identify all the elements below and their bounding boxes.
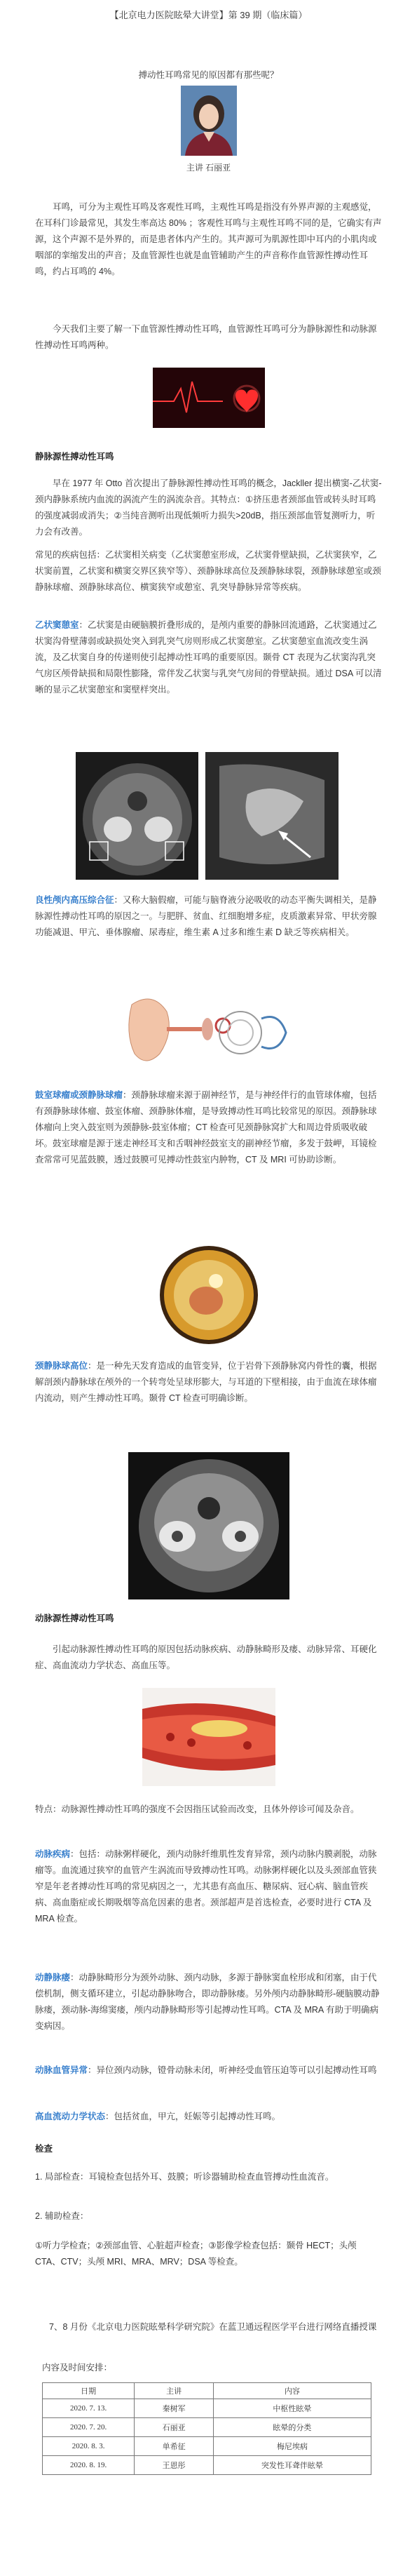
schedule-content: 梅尼埃病 [213,2437,371,2456]
exam-auxiliary: 2. 辅助检查： [35,2211,89,2221]
arterial-heading: 动脉源性搏动性耳鸣 [35,1614,114,1623]
arterial-paragraph-1: 引起动脉源性搏动性耳鸣的原因包括动脉疾病、动静脉畸形及瘘、动脉异常、耳硬化症、高血流动力学状态、高血压等。 [35,1644,377,1670]
hyperdynamic-label: 高血流动力学状态 [35,2112,106,2121]
arterial-abnormality-paragraph [35,2062,382,2079]
arterial-disease-label: 动脉疾病 [35,1849,71,1859]
table-row [43,2437,371,2456]
hyperdynamic-paragraph [35,2109,382,2125]
schedule-header-row [43,2383,371,2399]
venous-paragraph-1: 早在 1977 年 Otto 首次提出了静脉源性搏动性耳鸣的概念，Jackller 提出横窦-乙状窦-颈内静脉系统内血流的涡流产生的涡流杂音。其特点：①挤压患者颈部血管或转头时耳鸣的强度减弱或消失；②当纯音测听出现低频听力损失>20dB，指压颈部血管复测听力，听力会有改善。 [35,478,382,537]
ih-text: ：又称大脑假瘤，可能与脑脊液分泌吸收的动态平衡失调相关，是静脉源性搏动性耳鸣的原因之一。与肥胖、贫血、红细胞增多症，皮质激素异常、甲状旁腺功能减退、甲亢、垂体腺瘤、尿毒症，维生素 A 过多和维生素 D 缺乏等疾病相关。 [35,895,377,937]
schedule-title: 内容及时间安排： [42,2363,113,2373]
glomus-tumor-paragraph [35,1087,382,1168]
exam-heading: 检查 [35,2144,53,2154]
intro-paragraph-1: 耳鸣，可分为主观性耳鸣及客观性耳鸣，主观性耳鸣是指没有外界声源的主观感觉，在耳科门诊最常见，其发生率高达 80% ；客观性耳鸣与主观性耳鸣不同的是，它确实有声源，这个声源不是外界的，而是患者体内产生的。其声源可为肌源性即中耳内的小肌肉或咽部的挛缩发出的声音；及血管源性也就是血管辅助产生的声音称作血管源性搏动性耳鸣，约占耳鸣的 4%。 [35,202,382,276]
table-row [43,2399,371,2418]
article-subtitle: 搏动性耳鸣常见的原因都有那些呢？ [138,70,279,80]
hyperdynamic-text: ：包括贫血，甲亢，妊娠等引起搏动性耳鸣。 [105,2112,281,2121]
schedule-date: 2020. 8. 19. [43,2456,135,2475]
ear-anatomy-image [118,991,293,1073]
schedule-speaker: 秦树军 [135,2399,214,2418]
schedule-speaker: 王恩彤 [135,2456,214,2475]
exam-auxiliary-details: ①听力学检查；②颈部血管、心脏超声检查；③影像学检查包括：颞骨 HECT；头颅 CTA、CTV；头颅 MRI、MRA、MRV；DSA 等检查。 [35,2241,357,2267]
avm-paragraph [35,1970,382,2034]
presenter-photo [181,86,237,156]
exam-local: 1. 局部检查：耳镜检查包括外耳、鼓膜；听诊器辅助检查血管搏动性血流音。 [35,2172,334,2182]
heartbeat-image [153,368,265,428]
ct-scan-image-right [205,752,339,880]
avm-label: 动静脉瘘 [35,1973,71,1983]
artery-plaque-image [142,1688,275,1786]
arterial-disease-paragraph [35,1846,382,1927]
schedule-speaker: 石丽亚 [135,2418,214,2437]
high-jugular-text: ：是一种先天发育造成的血管变异，位于岩骨下颈静脉窝内骨性的囊，根据解剖颈内静脉球在颅外的一个转弯处呈球形膨大，与耳道的下壁相接，由于血流在球体瘤内流动，则产生搏动性耳鸣。颞骨 CT 检查可明确诊断。 [35,1361,377,1403]
schedule-header-speaker: 主讲 [135,2383,214,2399]
schedule-header-content: 内容 [213,2383,371,2399]
arterial-disease-text: ：包括：动脉粥样硬化，颈内动脉纤维肌性发育异常，颈内动脉内膜剥脱，动脉瘤等。血流通过狭窄的血管产生涡流而导致搏动性耳鸣。动脉粥样硬化以及头颈部血管狭窄是年老者搏动性耳鸣的常见病因之一，尤其患有高血压、糖尿病、冠心病、脑血管疾病、高血脂症或长期吸烟等高危因素的患者。颈部超声是首选检查，必要时进行 CTA 及 MRA 检查。 [35,1849,377,1924]
high-jugular-bulb-paragraph [35,1358,382,1407]
article-title: 【北京电力医院眩晕大讲堂】第 39 期（临床篇） [109,10,308,20]
schedule-date: 2020. 7. 13. [43,2399,135,2418]
intracranial-hypertension-paragraph [35,892,382,941]
arterial-abnormality-label: 动脉血管异常 [35,2065,88,2075]
glomus-label: 鼓室球瘤或颈静脉球瘤 [35,1090,123,1100]
schedule-date: 2020. 8. 3. [43,2437,135,2456]
presenter-name: 主讲 石丽亚 [186,163,231,173]
schedule-speaker: 单希征 [135,2437,214,2456]
schedule-content: 突发性耳聋伴眩晕 [213,2456,371,2475]
glomus-text: ：颈静脉球瘤来源于副神经节，是与神经伴行的血管球体瘤，包括有颈静脉球体瘤、鼓室体瘤、颈静脉体瘤，是导致搏动性耳鸣比较常见的原因。颈静脉球体瘤向上突入鼓室则为颈静脉-鼓室体瘤；CT 检查可见颈静脉窝扩大和周边骨质吸收破坏。鼓室球瘤是源于迷走神经耳支和舌咽神经鼓室支的副神经节瘤，多发于鼓岬，耳镜检查常常可见蓝鼓膜，透过鼓膜可见搏动性鼓室内肿物，CT 及 MRI 可协助诊断。 [35,1090,377,1165]
table-row [43,2456,371,2475]
venous-paragraph-2: 常见的疾病包括：乙状窦相关病变（乙状窦憩室形成，乙状窦骨壁缺损，乙状窦狭窄，乙状窦前置，乙状窦和横窦交界区狭窄等）、颈静脉球高位及颈静脉球裂，颈静脉球憩室或颈静脉球瘤、颈静脉球高位、横窦狭窄或憩室、乳突导静脉异常等疾病。 [35,550,381,592]
venous-heading: 静脉源性搏动性耳鸣 [35,452,114,462]
arterial-features: 特点：动脉源性搏动性耳鸣的强度不会因指压试验而改变，且体外停诊可闻及杂音。 [35,1804,360,1814]
sigmoid-diverticulum-paragraph [35,617,382,698]
table-row [43,2418,371,2437]
schedule-date: 2020. 7. 20. [43,2418,135,2437]
avm-text: ：动静脉畸形分为颈外动脉、颈内动脉，多源于静脉窦血栓形成和闭塞，由于代偿机制，侧支循环建立，引起动静脉吻合，即动静脉瘘。另外颅内动静脉畸形-硬脑膜动静脉瘘，颈动脉-海绵窦瘘，颅内动静脉畸形等引起搏动性耳鸣。CTA 及 MRA 有助于明确病变病因。 [35,1973,380,2031]
intro-paragraph-2: 今天我们主要了解一下血管源性搏动性耳鸣，血管源性耳鸣可分为静脉源性和动脉源性搏动性耳鸣两种。 [35,324,377,350]
notice-text: 7、8 月份《北京电力医院眩晕科学研究院》在蓝卫通远程医学平台进行网络直播授课 [49,2322,377,2332]
schedule-content: 中枢性眩晕 [213,2399,371,2418]
sigmoid-text: ：乙状窦是由硬脑膜折叠形成的，是颅内重要的静脉回流通路，乙状窦通过乙状窦沟骨壁薄弱或缺损处突入到乳突气房则形成乙状窦憩室。乙状窦憩室血流改变生涡流，及乙状窦自身的传递则使引起搏动性耳鸣的重要原因。颞骨 CT 表现为乙状窦沟乳突气房区颅骨缺损和局限性膨隆，常伴发乙状窦与乳突气房间的骨壁缺损。通过 DSA 可以清晰的显示乙状窦憩室和窦壁样突出。 [35,620,382,695]
arterial-abnormality-text: ：异位颈内动脉，镫骨动脉未闭，听神经受血管压迫等可以引起搏动性耳鸣 [88,2065,377,2075]
temporal-ct-image [128,1452,289,1599]
tympanic-membrane-image [160,1246,258,1344]
ct-scan-image-left [76,752,198,880]
schedule-header-date: 日期 [43,2383,135,2399]
sigmoid-label: 乙状窦憩室 [35,620,79,630]
ih-label: 良性颅内高压综合征 [35,895,114,905]
schedule-table [42,2382,371,2475]
schedule-content: 眩晕的分类 [213,2418,371,2437]
high-jugular-label: 颈静脉球高位 [35,1361,88,1371]
